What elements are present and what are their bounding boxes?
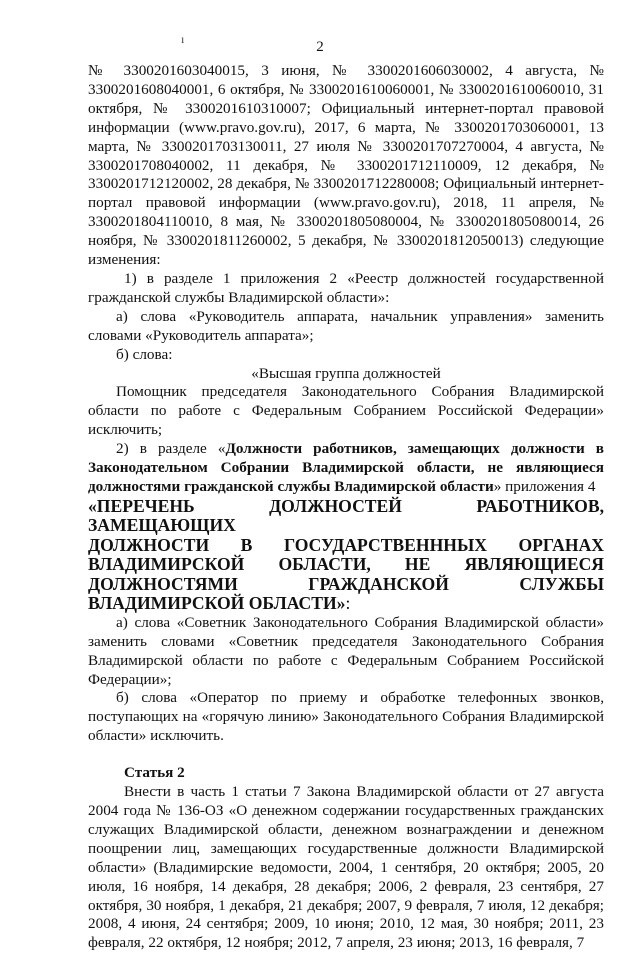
item-1a: а) слова «Руководитель аппарата, начальник управления» заменить словами «Руководитель аппарата»; bbox=[88, 307, 604, 344]
item-1b: б) слова: bbox=[116, 345, 173, 363]
intro-paragraph: № 3300201603040015, 3 июня, № 3300201606030002, 4 августа, № 3300201608040001, 6 октября, № 3300201610060001, № 3300201610060010, 31 октября, № 3300201610310007; Официальный интернет-портал правовой информации (www.pravo.gov.ru), 2017, 6 марта, № 3300201703060001, 13 марта, № 3300201703130011, 27 июля № 3300201707270004, 4 августа, № 3300201708040002, 11 декабря, № 3300201712110009, 12 декабря, № 3300201712120002, 28 декабря, № 3300201712280008; Официальный интернет-портал правовой информации (www.pravo.gov.ru), 2018, 11 апреля, № 3300201804110010, 8 мая, № 3300201805080004, № 3300201805080014, 26 ноября, № 3300201811260002, 5 декабря, № 3300201812050013) следующие изменения: bbox=[88, 62, 604, 269]
item-2b: б) слова «Оператор по приему и обработке телефонных звонков, поступающих на «горячую линию» Законодательного Собрания Владимирской области» исключить. bbox=[88, 689, 604, 745]
article-2-text: Внести в часть 1 статьи 7 Закона Владимирской области от 27 августа 2004 года № 136-ОЗ «О денежном содержании государственных гражданских служащих Владимирской области, денежном вознаграждении и денежном поощрении лиц, замещающих государственные должности Владимирской области» (Владимирские ведомости, 2004, 1 сентября, 20 октября; 2005, 20 июля, 16 ноября, 14 декабря, 28 декабря; 2006, 2 февраля, 23 сентября, 27 октября, 30 ноября, 1 декабря, 21 декабря; 2007, 9 февраля, 7 июля, 12 декабря; 2008, 4 июня, 24 сентября; 2009, 10 июня; 2010, 12 мая, 30 ноября; 2011, 23 февраля, 22 октября, 12 ноября; 2012, 7 апреля, 23 июня; 2013, 16 февраля, 7 bbox=[88, 783, 604, 952]
item-2-section-title: Должности работников, замещающих должности в Законодательном Собрании Владимирской области, не являющиеся должностями гражданской службы Владимирской области bbox=[88, 440, 604, 495]
page-number: 2 bbox=[316, 39, 324, 55]
scan-mark: ı bbox=[181, 32, 185, 46]
list-heading-line2 bbox=[88, 536, 604, 614]
item-2-prefix: 2) в разделе « bbox=[116, 440, 226, 458]
item-2a: а) слова «Советник Законодательного Собрания Владимирской области» заменить словами «Советник председателя Законодательного Собрания Владимирской области по работе с Федеральным Собранием Российской Федерации»; bbox=[88, 613, 604, 688]
list-heading-line1: «ПЕРЕЧЕНЬ ДОЛЖНОСТЕЙ РАБОТНИКОВ, ЗАМЕЩАЮЩИХ bbox=[88, 495, 604, 536]
document-body bbox=[88, 62, 604, 953]
item-2 bbox=[88, 440, 604, 497]
list-heading-rest: ДОЛЖНОСТИ В ГОСУДАРСТВЕНННЫХ ОРГАНАХ ВЛАДИМИРСКОЙ ОБЛАСТИ, НЕ ЯВЛЯЮЩИЕСЯ ДОЛЖНОСТЯМИ ГРАЖДАНСКОЙ СЛУЖБЫ ВЛАДИМИРСКОЙ ОБЛАСТИ» bbox=[88, 534, 604, 614]
list-heading-colon: : bbox=[345, 593, 351, 614]
item-2-suffix: » приложения 4 bbox=[493, 477, 596, 495]
assistant-paragraph: Помощник председателя Законодательного Собрания Владимирской области по работе с Федеральным Собранием Российской Федерации» исключить; bbox=[88, 383, 604, 439]
article-2-heading: Статья 2 bbox=[124, 764, 185, 782]
item-1: 1) в разделе 1 приложения 2 «Реестр должностей государственной гражданской службы Владимирской области»: bbox=[88, 269, 604, 306]
group-title: «Высшая группа должностей bbox=[251, 364, 441, 382]
